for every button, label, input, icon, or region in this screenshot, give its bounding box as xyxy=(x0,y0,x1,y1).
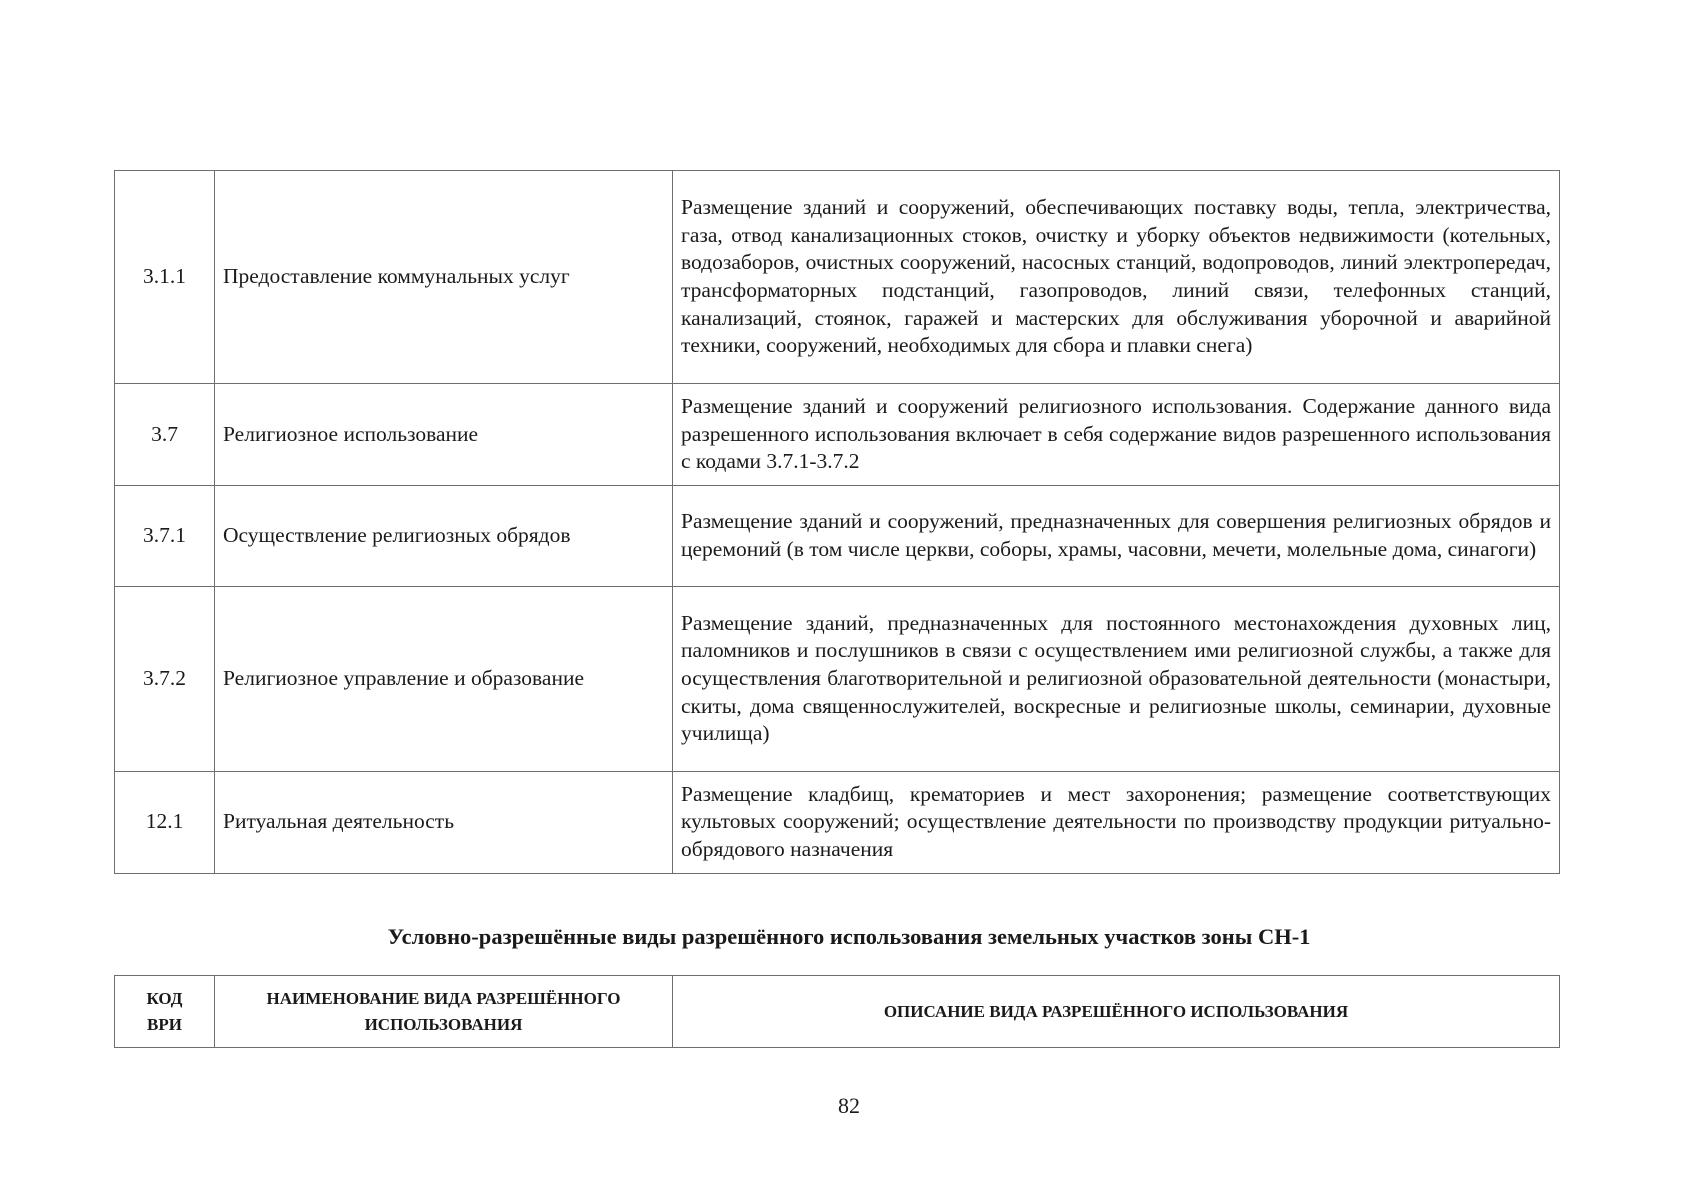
row-name: Религиозное использование xyxy=(215,384,673,486)
table-row xyxy=(115,485,1560,586)
row-name: Предоставление коммунальных услуг xyxy=(215,171,673,384)
row-code: 3.1.1 xyxy=(115,171,215,384)
table-row xyxy=(115,586,1560,771)
row-code: 12.1 xyxy=(115,771,215,873)
table-row xyxy=(115,171,1560,384)
header-description: ОПИСАНИЕ ВИДА РАЗРЕШЁННОГО ИСПОЛЬЗОВАНИЯ xyxy=(673,976,1560,1048)
row-name: Осуществление религиозных обрядов xyxy=(215,485,673,586)
table-row xyxy=(115,384,1560,486)
header-name-line1: НАИМЕНОВАНИЕ ВИДА РАЗРЕШЁННОГО xyxy=(266,988,621,1008)
table-row xyxy=(115,771,1560,873)
header-code-line1: КОД xyxy=(146,988,183,1008)
row-name: Ритуальная деятельность xyxy=(215,771,673,873)
header-code-line2: ВРИ xyxy=(147,1014,182,1034)
row-description: Размещение зданий и сооружений, предназначенных для совершения религиозных обрядов и церемоний (в том числе церкви, соборы, храмы, часовни, мечети, молельные дома, синагоги) xyxy=(673,485,1560,586)
row-name: Религиозное управление и образование xyxy=(215,586,673,771)
section-heading: Условно-разрешённые виды разрешённого использования земельных участков зоны СН-1 xyxy=(387,924,1311,949)
header-name-line2: ИСПОЛЬЗОВАНИЯ xyxy=(364,1014,523,1034)
header-row xyxy=(115,976,1560,1048)
row-description: Размещение зданий, предназначенных для постоянного местонахождения духовных лиц, паломников и послушников в связи с осуществлением ими религиозной службы, а также для осуществления благотворительной и религиозной образовательной деятельности (монастыри, скиты, дома священнослужителей, воскресные и религиозные школы, семинарии, духовные училища) xyxy=(673,586,1560,771)
row-description: Размещение зданий и сооружений религиозного использования. Содержание данного вида разрешенного использования включает в себя содержание видов разрешенного использования с кодами 3.7.1-3.7.2 xyxy=(673,384,1560,486)
row-description: Размещение зданий и сооружений, обеспечивающих поставку воды, тепла, электричества, газа, отвод канализационных стоков, очистку и уборку объектов недвижимости (котельных, водозаборов, очистных сооружений, насосных станций, водопроводов, линий электропередач, трансформаторных подстанций, газопроводов, линий связи, телефонных станций, канализаций, стоянок, гаражей и мастерских для обслуживания уборочной и аварийной техники, сооружений, необходимых для сбора и плавки снега) xyxy=(673,171,1560,384)
row-description: Размещение кладбищ, крематориев и мест захоронения; размещение соответствующих культовых сооружений; осуществление деятельности по производству продукции ритуально-обрядового назначения xyxy=(673,771,1560,873)
row-code: 3.7.1 xyxy=(115,485,215,586)
row-code: 3.7.2 xyxy=(115,586,215,771)
conditional-use-table-header xyxy=(114,975,1560,1048)
page-number: 82 xyxy=(838,1093,860,1118)
header-code xyxy=(115,976,215,1048)
header-name xyxy=(215,976,673,1048)
land-use-table xyxy=(114,170,1560,874)
row-code: 3.7 xyxy=(115,384,215,486)
